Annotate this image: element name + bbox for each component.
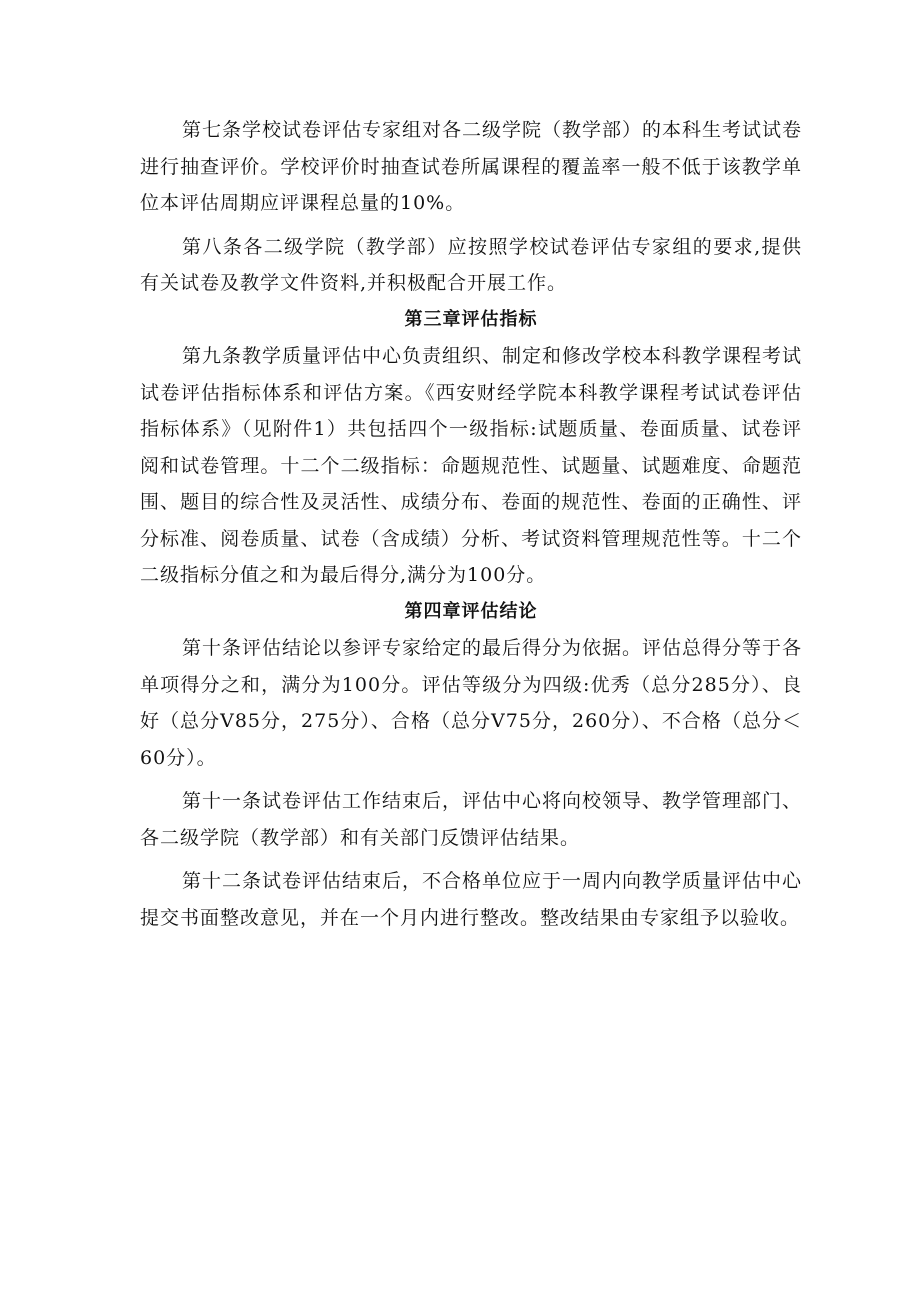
- article-8: 第八条各二级学院（教学部）应按照学校试卷评估专家组的要求,提供有关试卷及教学文件资料,并积极配合开展工作。: [140, 235, 802, 294]
- article-12: 第十二条试卷评估结束后，不合格单位应于一周内向教学质量评估中心提交书面整改意见，并在一个月内进行整改。整改结果由专家组予以验收。: [140, 870, 803, 929]
- document-body: [140, 112, 802, 936]
- article-10: 第十条评估结论以参评专家给定的最后得分为依据。评估总得分等于各单项得分之和，满分为100分。评估等级分为四级:优秀（总分285分）、良好（总分V85分，275分）、合格（总分V75分，260分）、不合格（总分＜60分）。: [140, 637, 803, 769]
- chapter-3-heading: 第三章评估指标: [404, 308, 538, 330]
- article-11: 第十一条试卷评估工作结束后，评估中心将向校领导、教学管理部门、各二级学院（教学部）和有关部门反馈评估结果。: [140, 790, 803, 849]
- article-7: 第七条学校试卷评估专家组对各二级学院（教学部）的本科生考试试卷进行抽查评价。学校评价时抽查试卷所属课程的覆盖率一般不低于该教学单位本评估周期应评课程总量的10%。: [140, 119, 803, 214]
- chapter-4-heading: 第四章评估结论: [404, 600, 538, 622]
- article-9: 第九条教学质量评估中心负责组织、制定和修改学校本科教学课程考试试卷评估指标体系和评估方案。《西安财经学院本科教学课程考试试卷评估指标体系》（见附件1）共包括四个一级指标:试题质量、卷面质量、试卷评阅和试卷管理。十二个二级指标：命题规范性、试题量、试题难度、命题范围、题目的综合性及灵活性、成绩分布、卷面的规范性、卷面的正确性、评分标准、阅卷质量、试卷（含成绩）分析、考试资料管理规范性等。十二个二级指标分值之和为最后得分,满分为100分。: [140, 345, 803, 586]
